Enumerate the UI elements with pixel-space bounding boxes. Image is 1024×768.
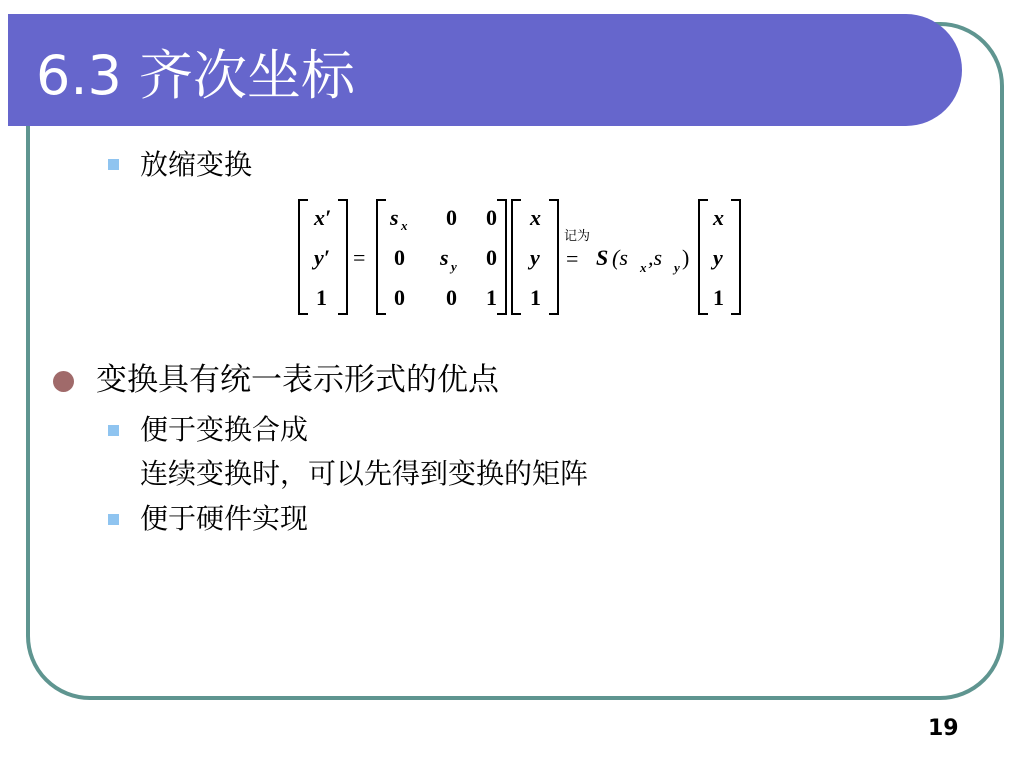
matrix-left-bracket: [377, 200, 386, 314]
composition-detail: 连续变换时，可以先得到变换的矩阵: [140, 457, 589, 490]
operator-sub-y: y: [674, 260, 680, 275]
operator-sub-x: x: [640, 260, 647, 275]
denoted-as-label: 记为: [564, 229, 591, 244]
lhs-left-bracket: [299, 200, 308, 314]
matrix-s-y: s: [440, 245, 449, 270]
rhs-right-bracket: [549, 200, 558, 314]
denoted-equals: =: [566, 246, 579, 271]
slide-title: 6.3 齐次坐标: [36, 44, 356, 107]
operator-args-open: (s: [612, 245, 628, 270]
matrix-s-x: s: [390, 205, 399, 230]
rhs-entry-x: x: [530, 205, 541, 230]
bullet-hardware: 便于硬件实现: [140, 502, 309, 535]
bullet-advantages: 变换具有统一表示形式的优点: [96, 362, 499, 398]
matrix-s-y-sub: y: [451, 259, 457, 274]
result-entry-1: 1: [713, 285, 724, 310]
rhs-left-bracket: [512, 200, 521, 314]
matrix-r3c3: 1: [486, 285, 497, 310]
operator-args-mid: ,s: [648, 245, 663, 270]
matrix-r2c1: 0: [394, 245, 405, 270]
matrix-r1c3: 0: [486, 205, 497, 230]
round-bullet-icon: [53, 371, 74, 392]
result-left-bracket: [699, 200, 708, 314]
bullet-scaling: 放缩变换: [140, 148, 253, 181]
matrix-r1c2: 0: [446, 205, 457, 230]
operator-args-close: ): [682, 245, 690, 270]
page-number: 19: [928, 716, 959, 741]
result-right-bracket: [731, 200, 740, 314]
equals-sign: =: [353, 245, 366, 270]
matrix-r3c1: 0: [394, 285, 405, 310]
result-entry-y: y: [713, 245, 723, 270]
rhs-entry-y: y: [530, 245, 540, 270]
operator-S: S: [596, 245, 609, 270]
scaling-equation: [290, 196, 750, 318]
bullet-composition: 便于变换合成: [140, 413, 309, 446]
title-band: [8, 14, 962, 126]
square-bullet-icon: [108, 159, 119, 170]
matrix-r2c3: 0: [486, 245, 497, 270]
lhs-entry-x: x′: [314, 205, 332, 230]
lhs-entry-1: 1: [316, 285, 327, 310]
matrix-r3c2: 0: [446, 285, 457, 310]
square-bullet-icon: [108, 425, 119, 436]
rhs-entry-1: 1: [530, 285, 541, 310]
matrix-right-bracket: [497, 200, 506, 314]
lhs-entry-y: y′: [314, 245, 330, 270]
result-entry-x: x: [713, 205, 724, 230]
matrix-s-x-sub: x: [401, 218, 408, 233]
square-bullet-icon: [108, 514, 119, 525]
lhs-right-bracket: [338, 200, 347, 314]
